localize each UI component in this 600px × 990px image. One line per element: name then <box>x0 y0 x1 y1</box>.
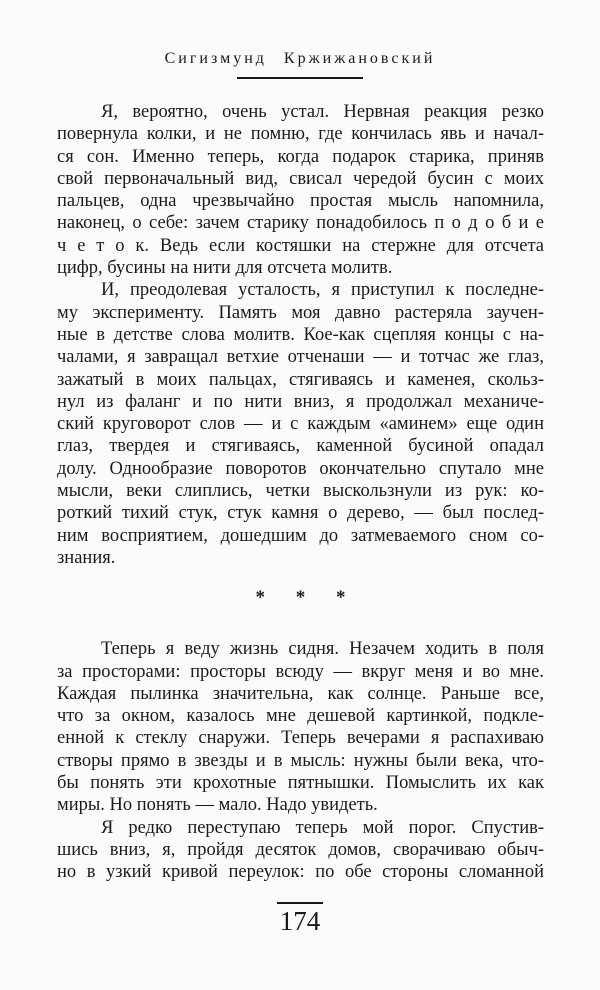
text-line: ч е т о к. Ведь если костяшки на стержне для отсчета <box>57 235 544 256</box>
text-line: Я редко переступаю теперь мой порог. Спустив- <box>101 817 544 838</box>
text-line: енной к стеклу снаружи. Теперь вечерами я распахиваю <box>57 728 544 749</box>
text-line: мысли, веки слиплись, четки выскользнули из рук: ко- <box>57 481 544 502</box>
text-line: ним восприятием, дошедшим до затмеваемого сном со- <box>57 525 544 546</box>
text-line: бы понять эти крохотные пятнышки. Помыслить их как <box>57 773 544 794</box>
text-line: свой первоначальный вид, свисал чередой бусин с моих <box>57 168 544 189</box>
text-line: Я, вероятно, очень устал. Нервная реакция резко <box>101 102 544 122</box>
section-separator: * * * <box>255 587 359 609</box>
text-line: знания. <box>57 547 116 568</box>
text-line: И, преодолевая усталость, я приступил к последне- <box>101 280 544 301</box>
running-head-author: Сигизмунд Кржижановский <box>164 50 436 67</box>
text-line: пальцев, одна чрезвычайно простая мысль напомнила, <box>57 191 544 212</box>
body-text <box>57 101 544 884</box>
text-line: зажатый в моих пальцах, стягиваясь и каменея, скольз- <box>57 369 544 390</box>
paragraph <box>57 817 544 884</box>
page-number: 174 <box>279 906 321 936</box>
text-line: ский круговорот слов — и с каждым «аминем» еще один <box>57 414 544 435</box>
text-line: ся сон. Именно теперь, когда подарок старика, приняв <box>57 146 544 167</box>
paragraph <box>57 279 544 569</box>
text-line: что за окном, казалось мне дешевой картинкой, подкле- <box>57 706 544 727</box>
header-rule <box>237 77 363 79</box>
text-line: створы прямо в звезды и в мысль: нужны были века, что- <box>57 750 544 771</box>
text-line: миры. Но понять — мало. Надо увидеть. <box>57 795 378 816</box>
text-line: ные в детстве слова молитв. Кое-как сцепляя концы с на- <box>57 324 544 345</box>
text-line: нул из фаланг и по нити вниз, я продолжал механиче- <box>57 391 544 412</box>
paragraph <box>57 638 544 816</box>
text-line: Каждая пылинка значительна, как солнце. Раньше все, <box>57 683 544 704</box>
footer-rule <box>277 902 323 904</box>
text-line: долу. Однообразие поворотов окончательно спутало мне <box>57 458 544 479</box>
text-line: цифр, бусины на нити для отсчета молитв. <box>57 258 393 279</box>
text-line: Теперь я веду жизнь сидня. Незачем ходить в поля <box>101 639 544 660</box>
text-line: роткий тихий стук, стук камня о дерево, — был послед- <box>57 503 544 524</box>
text-line: шись вниз, я, пройдя десяток домов, сворачиваю обыч- <box>57 839 544 860</box>
text-line: му эксперименту. Память моя давно растеряла заучен- <box>57 302 544 323</box>
text-line: глаз, твердея и стягиваясь, каменной бусиной опадал <box>57 436 544 457</box>
text-line: наконец, о себе: зачем старику понадобилось п о д о б и е <box>57 213 544 234</box>
text-line: повернула колки, и не помню, где кончилась явь и начал- <box>57 124 544 145</box>
text-line: но в узкий кривой переулок: по обе стороны сломанной <box>57 862 544 883</box>
text-line: за просторами: просторы всюду — вкруг меня и во мне. <box>57 661 544 682</box>
paragraph <box>57 101 544 279</box>
text-line: чалами, я завращал ветхие отченаши — и тотчас же глаз, <box>57 347 544 368</box>
